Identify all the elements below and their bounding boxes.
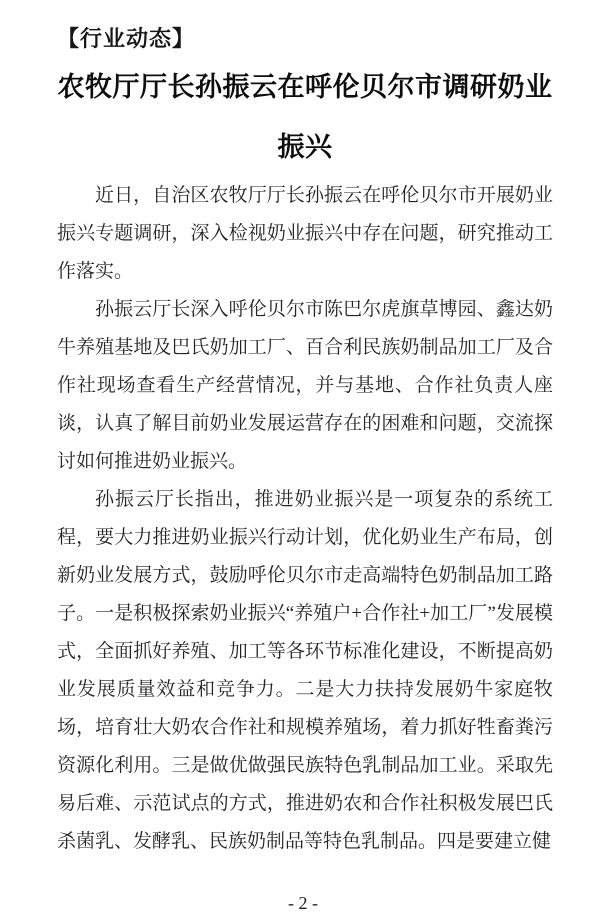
page-number: - 2 - <box>288 893 318 913</box>
article-body <box>57 177 553 861</box>
body-paragraph: 孙振云厅长深入呼伦贝尔市陈巴尔虎旗草博园、鑫达奶牛养殖基地及巴氏奶加工厂、百合利民族奶制品加工厂及合作社现场查看生产经营情况，并与基地、合作社负责人座谈，认真了解目前奶业发展运营存在的困难和问题，交流探讨如何推进奶业振兴。 <box>57 299 553 472</box>
section-tag: 【行业动态】 <box>57 26 196 51</box>
body-paragraph: 孙振云厅长指出，推进奶业振兴是一项复杂的系统工程，要大力推进奶业振兴行动计划，优化奶业生产布局，创新奶业发展方式，鼓励呼伦贝尔市走高端特色奶制品加工路子。一是积极探索奶业振兴“养殖户+合作社+加工厂”发展模式，全面抓好养殖、加工等各环节标准化建设，不断提高奶业发展质量效益和竞争力。二是大力扶持发展奶牛家庭牧场，培育壮大奶农合作社和规模养殖场，着力抓好牲畜粪污资源化利用。三是做优做强民族特色乳制品加工业。采取先易后难、示范试点的方式，推进奶农和合作社积极发展巴氏杀菌乳、发酵乳、民族奶制品等特色乳制品。四是要建立健 <box>57 489 553 852</box>
article-title: 农牧厅厅长孙振云在呼伦贝尔市调研奶业振兴 <box>57 72 553 162</box>
body-paragraph: 近日，自治区农牧厅厅长孙振云在呼伦贝尔市开展奶业振兴专题调研，深入检视奶业振兴中存在问题，研究推动工作落实。 <box>57 185 553 282</box>
